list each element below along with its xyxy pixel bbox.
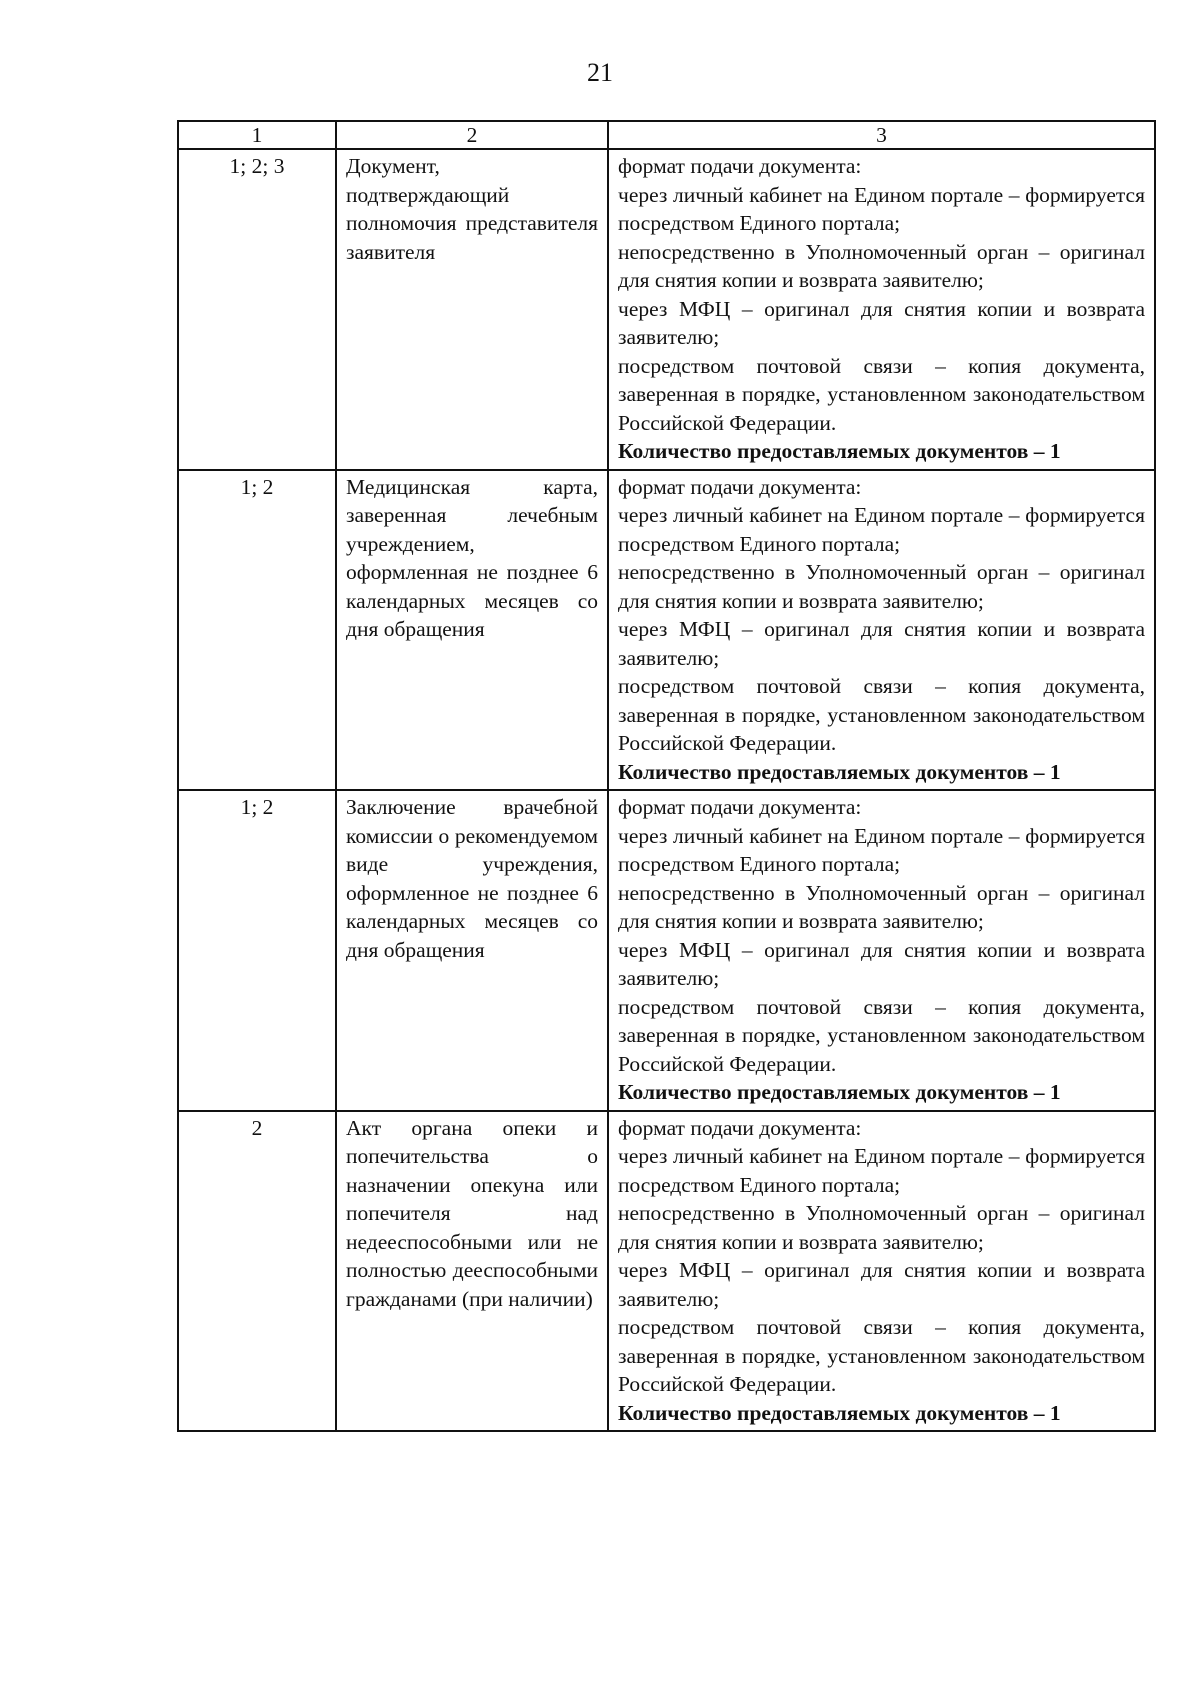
format-post: посредством почтовой связи – копия документа, заверенная в порядке, установленном законодательством Российской Федерации. bbox=[618, 674, 1145, 755]
documents-table bbox=[177, 120, 1156, 1432]
table-row bbox=[178, 1111, 1155, 1432]
format-portal: через личный кабинет на Едином портале – формируется посредством Единого портала; bbox=[618, 182, 1145, 235]
format-heading: формат подачи документа: bbox=[618, 154, 862, 178]
document-name-cell: Документ, подтверждающий полномочия представителя заявителя bbox=[336, 149, 608, 470]
format-mfc: через МФЦ – оригинал для снятия копии и возврата заявителю; bbox=[618, 296, 1145, 349]
documents-count: Количество предоставляемых документов – 1 bbox=[618, 1400, 1061, 1425]
format-heading: формат подачи документа: bbox=[618, 1115, 862, 1140]
document-name-cell: Акт органа опеки и попечительства о назначении опекуна или попечителя над недееспособными или не полностью дееспособными гражданами (при наличии) bbox=[336, 1111, 608, 1432]
document-name-cell: Медицинская карта, заверенная лечебным учреждением, оформленная не позднее 6 календарных месяцев со дня обращения bbox=[336, 470, 608, 791]
document-name-cell: Заключение врачебной комиссии о рекомендуемом виде учреждения, оформленное не позднее 6 календарных месяцев со дня обращения bbox=[336, 790, 608, 1111]
submission-formats-cell bbox=[608, 1111, 1155, 1432]
format-mfc: через МФЦ – оригинал для снятия копии и возврата заявителю; bbox=[618, 1258, 1145, 1311]
format-mfc: через МФЦ – оригинал для снятия копии и возврата заявителю; bbox=[618, 617, 1145, 670]
format-heading: формат подачи документа: bbox=[618, 795, 862, 819]
format-authority: непосредственно в Уполномоченный орган – оригинал для снятия копии и возврата заявителю; bbox=[618, 880, 1145, 933]
format-portal: через личный кабинет на Едином портале – формируется посредством Единого портала; bbox=[618, 503, 1145, 556]
documents-count: Количество предоставляемых документов – 1 bbox=[618, 759, 1061, 784]
format-authority: непосредственно в Уполномоченный орган – оригинал для снятия копии и возврата заявителю; bbox=[618, 1201, 1145, 1254]
column-header-2: 2 bbox=[336, 121, 608, 149]
submission-formats-cell bbox=[608, 149, 1155, 470]
applicant-codes-cell: 1; 2; 3 bbox=[178, 149, 336, 470]
table-row bbox=[178, 790, 1155, 1111]
column-header-3: 3 bbox=[608, 121, 1155, 149]
submission-formats-cell bbox=[608, 790, 1155, 1111]
applicant-codes-cell: 1; 2 bbox=[178, 470, 336, 791]
format-post: посредством почтовой связи – копия документа, заверенная в порядке, установленном законодательством Российской Федерации. bbox=[618, 1315, 1145, 1396]
format-portal: через личный кабинет на Едином портале – формируется посредством Единого портала; bbox=[618, 1144, 1145, 1197]
documents-count: Количество предоставляемых документов – 1 bbox=[618, 1080, 1061, 1104]
applicant-codes-cell: 2 bbox=[178, 1111, 336, 1432]
submission-formats-cell bbox=[608, 470, 1155, 791]
table-row bbox=[178, 470, 1155, 791]
format-post: посредством почтовой связи – копия документа, заверенная в порядке, установленном законодательством Российской Федерации. bbox=[618, 994, 1145, 1076]
table-row bbox=[178, 149, 1155, 470]
format-authority: непосредственно в Уполномоченный орган – оригинал для снятия копии и возврата заявителю; bbox=[618, 560, 1145, 613]
format-mfc: через МФЦ – оригинал для снятия копии и возврата заявителю; bbox=[618, 937, 1145, 990]
format-portal: через личный кабинет на Едином портале – формируется посредством Единого портала; bbox=[618, 823, 1145, 876]
page-number: 21 bbox=[587, 58, 613, 87]
format-post: посредством почтовой связи – копия документа, заверенная в порядке, установленном законодательством Российской Федерации. bbox=[618, 353, 1145, 435]
documents-count: Количество предоставляемых документов – 1 bbox=[618, 439, 1061, 463]
format-authority: непосредственно в Уполномоченный орган – оригинал для снятия копии и возврата заявителю; bbox=[618, 239, 1145, 292]
format-heading: формат подачи документа: bbox=[618, 474, 862, 499]
column-header-1: 1 bbox=[178, 121, 336, 149]
applicant-codes-cell: 1; 2 bbox=[178, 790, 336, 1111]
table-header-row bbox=[178, 121, 1155, 149]
